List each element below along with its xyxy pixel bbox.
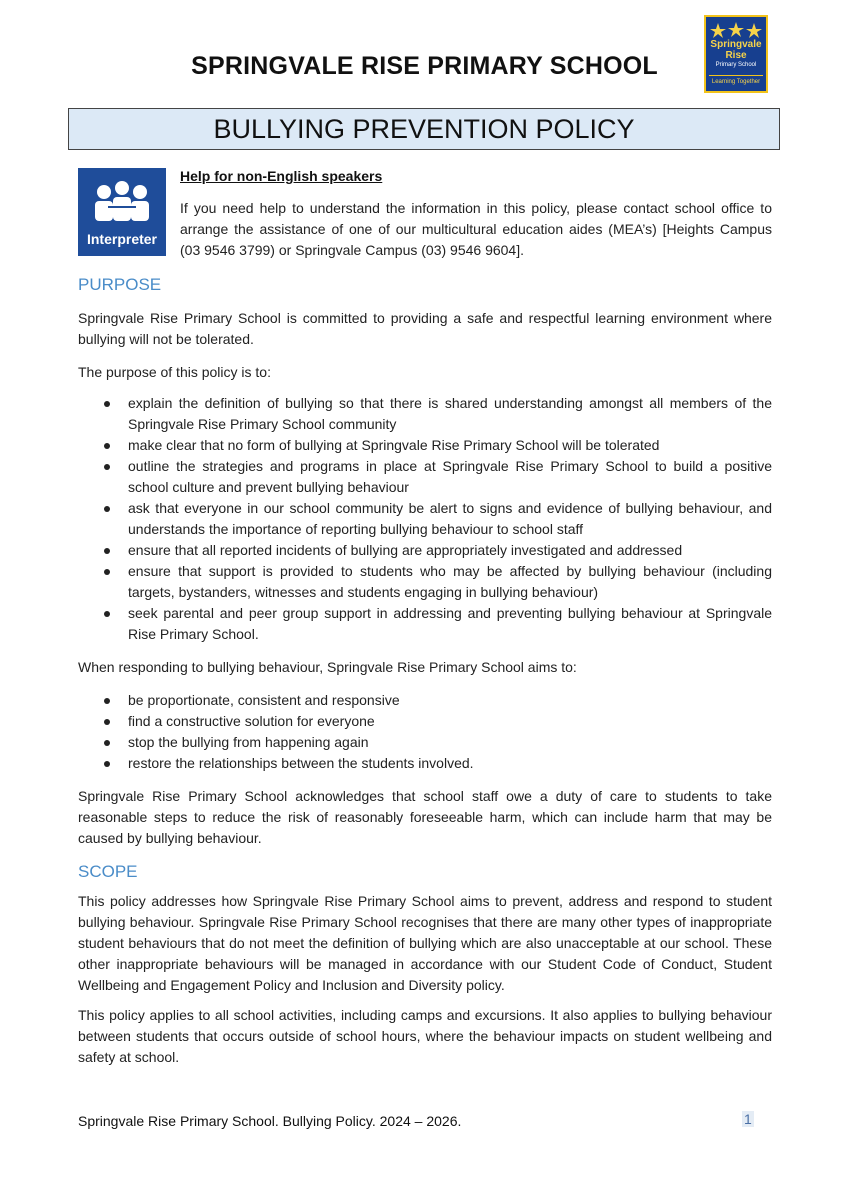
interpreter-figures-icon [78,168,166,228]
list-item-text: make clear that no form of bullying at Springvale Rise Primary School will be tolerated [128,437,660,453]
list-item [78,711,772,732]
stars-icon [706,21,766,39]
bullet-icon [104,464,110,470]
help-heading: Help for non-English speakers [180,168,383,184]
logo-name-line2: Rise [725,50,747,61]
list-item [78,498,772,540]
list-item-text: find a constructive solution for everyone [128,713,375,729]
aims-list [78,690,772,774]
policy-title: BULLYING PREVENTION POLICY [68,108,780,150]
purpose-closing: Springvale Rise Primary School acknowledges that school staff owe a duty of care to students to take reasonable steps to reduce the risk of reasonably foreseeable harm, which can include harm that may be caused by bullying behaviour. [78,788,772,846]
list-item-text: ensure that all reported incidents of bullying are appropriately investigated and addressed [128,542,683,558]
list-item [78,435,772,456]
list-item-text: outline the strategies and programs in place at Springvale Rise Primary School to build a positive school culture and prevent bullying behaviour [128,458,772,495]
school-logo [704,15,768,93]
list-item-text: seek parental and peer group support in addressing and preventing bullying behaviour at Springvale Rise Primary School. [128,605,772,642]
page-number: 1 [744,1111,752,1127]
interpreter-icon [78,168,166,256]
list-item-text: be proportionate, consistent and responsive [128,692,400,708]
logo-divider [709,75,763,76]
logo-name-line1: Springvale [710,39,762,50]
list-item-text: ensure that support is provided to students who may be affected by bullying behaviour (including targets, bystanders, witnesses and students engaging in bullying behaviour) [128,563,772,600]
list-item [78,561,772,603]
logo-subtitle: Primary School [715,62,757,68]
purpose-list-intro: The purpose of this policy is to: [78,364,271,380]
bullet-icon [104,506,110,512]
bullet-icon [104,761,110,767]
purpose-list [78,393,772,645]
bullet-icon [104,740,110,746]
list-item-text: explain the definition of bullying so that there is shared understanding amongst all members of the Springvale Rise Primary School community [128,395,772,432]
list-item-text: ask that everyone in our school community be alert to signs and evidence of bullying behaviour, and understands the importance of reporting bullying behaviour to school staff [128,500,772,537]
bullet-icon [104,569,110,575]
interpreter-label: Interpreter [86,231,158,247]
bullet-icon [104,611,110,617]
bullet-icon [104,719,110,725]
bullet-icon [104,401,110,407]
scope-heading: SCOPE [78,862,138,881]
list-item [78,753,772,774]
scope-paragraph-2: This policy applies to all school activities, including camps and excursions. It also applies to bullying behaviour between students that occurs outside of school hours, where the behaviour impacts on student wellbeing and safety at school. [78,1007,772,1065]
aims-intro: When responding to bullying behaviour, Springvale Rise Primary School aims to: [78,659,577,675]
help-text: If you need help to understand the information in this policy, please contact school office to arrange the assistance of one of our multicultural education aides (MEA’s) [Heights Campus (03 9546 3799) or Springvale Campus (03) 9546 9604]. [180,200,772,258]
logo-motto: Learning Together [711,79,761,85]
school-title: SPRINGVALE RISE PRIMARY SCHOOL [191,52,658,80]
scope-paragraph-1: This policy addresses how Springvale Rise Primary School aims to prevent, address and respond to student bullying behaviour. Springvale Rise Primary School recognises that there are many other types of inappropriate student behaviours that do not meet the definition of bullying which are also unacceptable at our school. These other inappropriate behaviours will be managed in accordance with our Student Code of Conduct, Student Wellbeing and Engagement Policy and Inclusion and Diversity policy. [78,893,772,993]
list-item [78,732,772,753]
list-item [78,456,772,498]
list-item [78,603,772,645]
bullet-icon [104,548,110,554]
bullet-icon [104,443,110,449]
bullet-icon [104,698,110,704]
list-item [78,540,772,561]
list-item-text: stop the bullying from happening again [128,734,369,750]
list-item [78,393,772,435]
purpose-heading: PURPOSE [78,275,162,294]
list-item-text: restore the relationships between the students involved. [128,755,474,771]
list-item [78,690,772,711]
purpose-intro: Springvale Rise Primary School is committed to providing a safe and respectful learning environment where bullying will not be tolerated. [78,310,772,347]
footer-text: Springvale Rise Primary School. Bullying Policy. 2024 – 2026. [78,1113,462,1129]
